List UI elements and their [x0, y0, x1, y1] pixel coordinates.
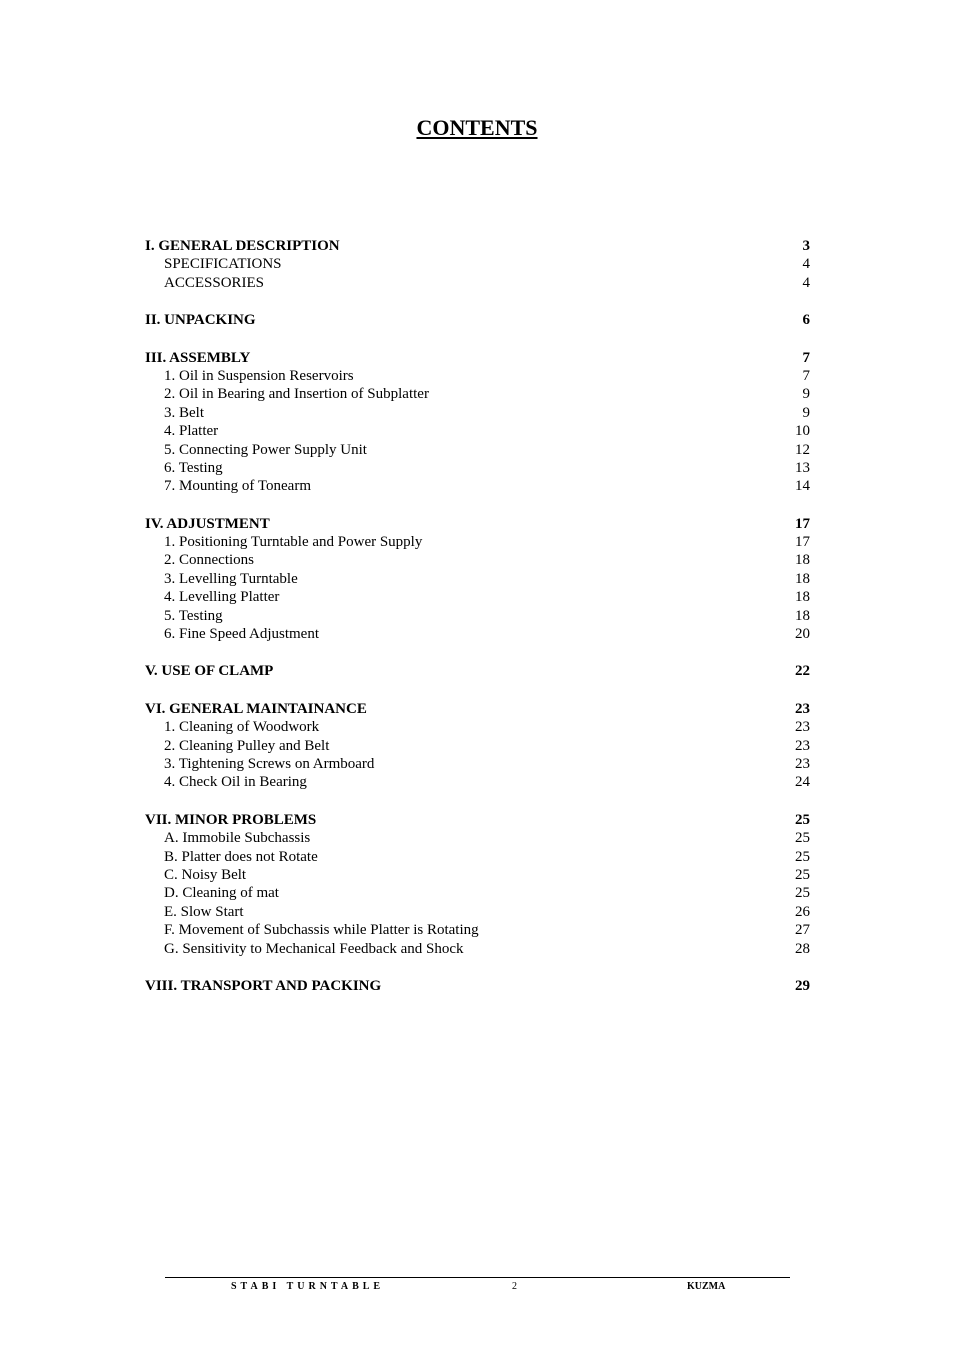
toc-item-label: A. Immobile Subchassis	[164, 830, 311, 847]
toc-item-label: 2. Oil in Bearing and Insertion of Subplatter	[164, 386, 429, 403]
toc-item-label: 6. Testing	[164, 459, 223, 476]
toc-item-page: 25	[795, 885, 810, 902]
toc-item-page: 23	[795, 737, 810, 754]
toc-item-page: 27	[795, 922, 810, 939]
toc-item-row	[145, 866, 810, 884]
toc-item-row	[145, 385, 810, 403]
toc-item-row	[145, 607, 810, 625]
toc-item-label: 4. Levelling Platter	[164, 589, 280, 606]
toc-item-label: ACCESSORIES	[164, 274, 265, 291]
toc-item-page: 23	[795, 719, 810, 736]
toc-item-label: 3. Belt	[164, 404, 204, 421]
toc-item-row	[145, 422, 810, 440]
toc-item-page: 18	[795, 607, 810, 624]
toc-item-label: 5. Connecting Power Supply Unit	[164, 441, 367, 458]
toc-item-page: 23	[795, 755, 810, 772]
toc-item-label: 1. Oil in Suspension Reservoirs	[164, 367, 354, 384]
toc-item-label: D. Cleaning of mat	[164, 885, 279, 902]
toc-item-row	[145, 718, 810, 736]
toc-item-label: G. Sensitivity to Mechanical Feedback and Shock	[164, 940, 464, 957]
toc-item-row	[145, 755, 810, 773]
toc-item-label: 4. Platter	[164, 423, 219, 440]
toc-item-row	[145, 274, 810, 292]
footer-product-name: STABI TURNTABLE	[231, 1281, 385, 1292]
toc-item-label: 6. Fine Speed Adjustment	[164, 626, 319, 643]
toc-heading-row	[145, 700, 810, 718]
toc-item-page: 17	[795, 534, 810, 551]
toc-item-label: 2. Cleaning Pulley and Belt	[164, 737, 330, 754]
table-of-contents	[145, 237, 810, 1014]
toc-heading-label: VIII. TRANSPORT AND PACKING	[145, 977, 382, 994]
toc-heading-label: III. ASSEMBLY	[145, 349, 251, 366]
toc-item-page: 13	[795, 459, 810, 476]
toc-item-row	[145, 848, 810, 866]
toc-section	[145, 349, 810, 496]
toc-heading-label: V. USE OF CLAMP	[145, 663, 274, 680]
toc-heading-row	[145, 349, 810, 367]
toc-section	[145, 700, 810, 792]
toc-item-label: B. Platter does not Rotate	[164, 848, 318, 865]
toc-heading-row	[145, 977, 810, 995]
toc-heading-row	[145, 311, 810, 329]
toc-item-page: 25	[795, 866, 810, 883]
toc-item-label: 7. Mounting of Tonearm	[164, 478, 311, 495]
footer-brand: KUZMA	[687, 1281, 726, 1292]
toc-item-page: 18	[795, 589, 810, 606]
toc-section	[145, 237, 810, 292]
toc-section	[145, 662, 810, 680]
toc-item-row	[145, 884, 810, 902]
toc-heading-row	[145, 662, 810, 680]
toc-heading-label: IV. ADJUSTMENT	[145, 515, 270, 532]
toc-item-page: 26	[795, 903, 810, 920]
toc-heading-row	[145, 515, 810, 533]
toc-item-page: 28	[795, 940, 810, 957]
toc-item-page: 9	[802, 404, 810, 421]
toc-item-row	[145, 441, 810, 459]
toc-item-page: 14	[795, 478, 810, 495]
toc-item-row	[145, 404, 810, 422]
toc-heading-label: I. GENERAL DESCRIPTION	[145, 238, 340, 254]
toc-item-row	[145, 459, 810, 477]
toc-item-label: 5. Testing	[164, 607, 223, 624]
toc-heading-label: VII. MINOR PROBLEMS	[145, 811, 317, 828]
toc-item-label: 4. Check Oil in Bearing	[164, 774, 307, 791]
toc-item-page: 4	[802, 256, 810, 273]
toc-item-label: 2. Connections	[164, 552, 254, 569]
toc-item-page: 7	[802, 367, 810, 384]
toc-item-page: 10	[795, 423, 810, 440]
toc-heading-row	[145, 237, 810, 255]
toc-heading-page: 23	[795, 700, 810, 717]
toc-item-page: 18	[795, 570, 810, 587]
toc-item-row	[145, 588, 810, 606]
toc-item-row	[145, 773, 810, 791]
toc-item-row	[145, 367, 810, 385]
toc-heading-page: 25	[795, 811, 810, 828]
toc-item-label: 1. Positioning Turntable and Power Supply	[164, 534, 423, 551]
toc-section	[145, 311, 810, 329]
toc-section	[145, 515, 810, 644]
toc-item-label: C. Noisy Belt	[164, 866, 247, 883]
toc-item-row	[145, 255, 810, 273]
toc-item-label: 3. Tightening Screws on Armboard	[164, 755, 375, 772]
toc-item-row	[145, 737, 810, 755]
toc-item-page: 25	[795, 830, 810, 847]
toc-item-row	[145, 533, 810, 551]
toc-item-page: 20	[795, 626, 810, 643]
toc-heading-row	[145, 811, 810, 829]
toc-item-page: 18	[795, 552, 810, 569]
toc-item-row	[145, 551, 810, 569]
toc-item-row	[145, 903, 810, 921]
toc-item-label: 3. Levelling Turntable	[164, 570, 298, 587]
toc-heading-page: 6	[802, 312, 810, 329]
toc-item-row	[145, 921, 810, 939]
toc-item-row	[145, 570, 810, 588]
toc-item-label: 1. Cleaning of Woodwork	[164, 719, 320, 736]
toc-heading-page: 17	[795, 515, 810, 532]
toc-item-row	[145, 477, 810, 495]
toc-item-row	[145, 940, 810, 958]
toc-item-page: 24	[795, 774, 810, 791]
toc-section	[145, 977, 810, 995]
toc-heading-page: 7	[802, 349, 810, 366]
toc-item-page: 4	[802, 274, 810, 291]
toc-item-row	[145, 625, 810, 643]
toc-section	[145, 811, 810, 958]
page-title: CONTENTS	[416, 115, 538, 140]
toc-heading-page: 3	[802, 238, 810, 254]
toc-item-page: 12	[795, 441, 810, 458]
toc-item-label: E. Slow Start	[164, 903, 244, 920]
toc-item-page: 9	[802, 386, 810, 403]
toc-item-page: 25	[795, 848, 810, 865]
toc-item-label: SPECIFICATIONS	[164, 256, 282, 273]
footer-page-number: 2	[512, 1281, 517, 1292]
toc-heading-page: 29	[795, 977, 810, 994]
toc-item-label: F. Movement of Subchassis while Platter is Rotating	[164, 922, 479, 939]
toc-heading-label: II. UNPACKING	[145, 312, 256, 329]
footer-rule	[165, 1277, 790, 1278]
toc-item-row	[145, 829, 810, 847]
toc-heading-page: 22	[795, 663, 810, 680]
toc-heading-label: VI. GENERAL MAINTAINANCE	[145, 700, 367, 717]
